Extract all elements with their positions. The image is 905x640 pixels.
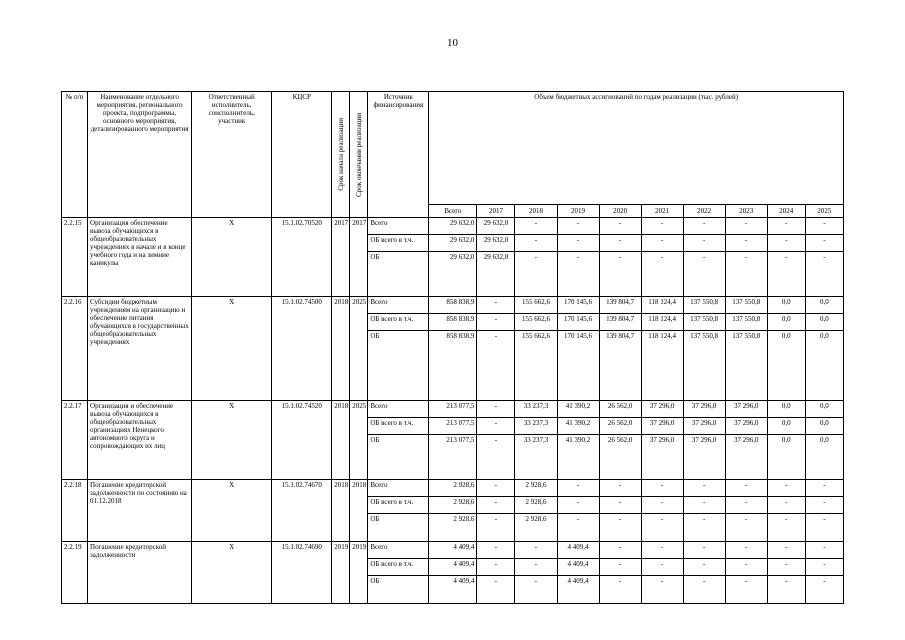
header-year: 2018 [515, 205, 557, 218]
row-source: ОБ [368, 435, 429, 480]
row-source: ОБ всего в т.ч. [368, 559, 429, 576]
row-value: 137 550,8 [725, 297, 767, 314]
row-value: 37 296,0 [641, 435, 683, 480]
row-name: Организация и обеспечение вывоза обучающихся в общеобразовательных организациях Ненецкого автономного округа и сопровождающих их лиц [88, 401, 192, 480]
row-start: 2018 [332, 480, 350, 542]
row-value: 41 390,2 [557, 401, 599, 418]
row-value: 29 632,0 [429, 252, 477, 297]
row-value: - [477, 480, 515, 497]
row-value: - [725, 576, 767, 604]
row-value: 0,0 [767, 314, 805, 331]
row-value: 137 550,8 [683, 314, 725, 331]
row-value: 858 838,9 [429, 297, 477, 314]
table-row [62, 218, 844, 235]
row-value: - [599, 480, 641, 497]
row-value: - [725, 480, 767, 497]
row-value: 4 409,4 [557, 542, 599, 559]
row-value: 858 838,9 [429, 314, 477, 331]
row-value: 37 296,0 [725, 418, 767, 435]
row-source: ОБ всего в т.ч. [368, 418, 429, 435]
header-year: 2023 [725, 205, 767, 218]
row-value: 0,0 [805, 435, 843, 480]
header-year: 2021 [641, 205, 683, 218]
row-value: - [725, 514, 767, 542]
row-value: - [599, 252, 641, 297]
row-value: 139 804,7 [599, 314, 641, 331]
header-year: 2024 [767, 205, 805, 218]
row-executor: Х [192, 542, 272, 604]
row-value: 0,0 [805, 418, 843, 435]
row-value: 33 237,3 [515, 401, 557, 418]
page-number: 10 [447, 37, 458, 49]
header-year: Всего [429, 205, 477, 218]
row-value: - [477, 297, 515, 314]
row-source: ОБ [368, 576, 429, 604]
row-value: - [641, 542, 683, 559]
row-value: 4 409,4 [429, 559, 477, 576]
row-value: - [641, 252, 683, 297]
row-value: 2 928,6 [515, 480, 557, 497]
header-source: Источник финансирования [368, 92, 429, 218]
row-value: - [767, 497, 805, 514]
header-year: 2025 [805, 205, 843, 218]
table-row [62, 401, 844, 418]
row-name: Погашение кредиторской задолженности [88, 542, 192, 604]
row-end: 2025 [350, 297, 368, 401]
row-value: 4 409,4 [429, 542, 477, 559]
row-value: 137 550,8 [683, 297, 725, 314]
row-source: Всего [368, 401, 429, 418]
row-value: - [557, 497, 599, 514]
row-value: - [477, 331, 515, 401]
row-value: - [725, 235, 767, 252]
row-source: ОБ всего в т.ч. [368, 497, 429, 514]
row-value: 41 390,2 [557, 435, 599, 480]
row-value: 118 124,4 [641, 331, 683, 401]
row-value: - [599, 218, 641, 235]
row-value: - [683, 559, 725, 576]
row-num: 2.2.15 [62, 218, 88, 297]
row-value: 26 562,0 [599, 418, 641, 435]
row-value: - [805, 235, 843, 252]
row-value: - [767, 559, 805, 576]
budget-table [61, 91, 844, 604]
row-source: Всего [368, 542, 429, 559]
row-value: - [557, 514, 599, 542]
row-source: Всего [368, 480, 429, 497]
row-value: - [477, 576, 515, 604]
row-value: 137 550,8 [725, 314, 767, 331]
row-value: 37 296,0 [683, 401, 725, 418]
row-name: Субсидии бюджетным учреждениям на организацию и обеспечение питания обучающихся в государственных общеобразовательных учреждениях [88, 297, 192, 401]
row-source: ОБ [368, 331, 429, 401]
row-value: - [683, 514, 725, 542]
row-value: - [557, 252, 599, 297]
row-value: - [515, 218, 557, 235]
row-value: 29 632,0 [477, 252, 515, 297]
row-start: 2019 [332, 542, 350, 604]
row-value: 33 237,3 [515, 435, 557, 480]
row-kcsr: 15.1.02.74670 [272, 480, 332, 542]
row-value: 33 237,3 [515, 418, 557, 435]
row-name: Организация обеспечение вывоза обучающихся в общеобразовательных учреждениях в начале и в конце учебного года и на зимние каникулы [88, 218, 192, 297]
row-source: ОБ [368, 514, 429, 542]
row-value: - [599, 514, 641, 542]
row-executor: Х [192, 401, 272, 480]
header-executor: Ответственный исполнитель, соисполнитель, участник [192, 92, 272, 218]
header-volume: Объем бюджетных ассигнований по годам реализации (тыс. рублей) [429, 92, 844, 205]
row-value: 170 145,6 [557, 314, 599, 331]
row-value: - [683, 252, 725, 297]
header-year: 2019 [557, 205, 599, 218]
row-value: - [767, 576, 805, 604]
row-num: 2.2.19 [62, 542, 88, 604]
row-value: - [515, 235, 557, 252]
row-value: 4 409,4 [557, 559, 599, 576]
row-value: - [683, 218, 725, 235]
row-value: 4 409,4 [557, 576, 599, 604]
row-value: - [641, 497, 683, 514]
row-value: - [477, 401, 515, 418]
row-end: 2025 [350, 401, 368, 480]
row-value: - [641, 559, 683, 576]
row-value: - [641, 218, 683, 235]
row-value: - [477, 418, 515, 435]
row-value: - [515, 576, 557, 604]
row-value: 29 632,0 [429, 218, 477, 235]
row-source: Всего [368, 297, 429, 314]
header-year: 2017 [477, 205, 515, 218]
row-end: 2019 [350, 542, 368, 604]
row-value: 2 928,6 [515, 514, 557, 542]
row-value: - [557, 218, 599, 235]
row-value: - [683, 576, 725, 604]
row-value: - [599, 497, 641, 514]
row-value: 0,0 [805, 314, 843, 331]
row-value: - [477, 314, 515, 331]
row-value: - [599, 559, 641, 576]
row-value: 2 928,6 [429, 497, 477, 514]
row-value: 0,0 [767, 418, 805, 435]
header-year: 2020 [599, 205, 641, 218]
row-value: 37 296,0 [683, 418, 725, 435]
row-source: ОБ всего в т.ч. [368, 314, 429, 331]
row-value: - [599, 576, 641, 604]
row-value: 26 562,0 [599, 401, 641, 418]
row-value: 0,0 [767, 331, 805, 401]
row-value: - [805, 576, 843, 604]
row-value: 155 662,6 [515, 331, 557, 401]
table-row [62, 480, 844, 497]
row-source: ОБ [368, 252, 429, 297]
header-row [62, 92, 844, 205]
row-value: - [767, 542, 805, 559]
row-value: 118 124,4 [641, 297, 683, 314]
row-num: 2.2.17 [62, 401, 88, 480]
row-value: - [477, 559, 515, 576]
row-source: Всего [368, 218, 429, 235]
row-num: 2.2.16 [62, 297, 88, 401]
row-value: 118 124,4 [641, 314, 683, 331]
row-value: 139 804,7 [599, 297, 641, 314]
row-value: 0,0 [767, 401, 805, 418]
row-value: 155 662,6 [515, 297, 557, 314]
row-value: 0,0 [805, 401, 843, 418]
row-value: - [767, 514, 805, 542]
row-value: - [641, 480, 683, 497]
header-start: Срок начала реализации [332, 92, 350, 218]
row-value: 0,0 [767, 435, 805, 480]
row-value: 26 562,0 [599, 435, 641, 480]
row-value: - [767, 480, 805, 497]
row-value: - [767, 235, 805, 252]
row-value: - [557, 235, 599, 252]
header-kcsr: КЦСР [272, 92, 332, 218]
row-kcsr: 15.1.02.74690 [272, 542, 332, 604]
row-value: - [805, 497, 843, 514]
row-value: - [683, 480, 725, 497]
row-value: 37 296,0 [641, 401, 683, 418]
row-start: 2017 [332, 218, 350, 297]
row-value: - [725, 497, 767, 514]
row-value: - [477, 497, 515, 514]
row-value: - [725, 218, 767, 235]
row-value: 37 296,0 [725, 435, 767, 480]
row-value: 37 296,0 [725, 401, 767, 418]
row-value: - [477, 514, 515, 542]
row-value: - [515, 542, 557, 559]
row-value: 137 550,8 [725, 331, 767, 401]
row-value: - [805, 559, 843, 576]
row-value: - [683, 497, 725, 514]
header-num: № п/п [62, 92, 88, 218]
row-kcsr: 15.1.02.74500 [272, 297, 332, 401]
header-name: Наименование отдельного мероприятия, регионального проекта, подпрограммы, основного мероприятия, детализированного мероприятия [88, 92, 192, 218]
header-end: Срок окончания реализации [350, 92, 368, 218]
row-value: - [599, 542, 641, 559]
row-value: 0,0 [805, 297, 843, 314]
row-source: ОБ всего в т.ч. [368, 235, 429, 252]
row-value: - [805, 218, 843, 235]
row-value: 137 550,8 [683, 331, 725, 401]
table-row [62, 542, 844, 559]
row-name: Погашение кредиторской задолженности по состоянию на 01.12.2018 [88, 480, 192, 542]
row-value: - [805, 514, 843, 542]
row-value: - [515, 559, 557, 576]
row-value: 41 390,2 [557, 418, 599, 435]
row-value: 0,0 [767, 297, 805, 314]
row-value: - [515, 252, 557, 297]
row-kcsr: 15.1.02.74520 [272, 401, 332, 480]
row-value: 2 928,6 [515, 497, 557, 514]
row-value: - [477, 542, 515, 559]
row-value: 29 632,0 [477, 218, 515, 235]
row-value: - [805, 480, 843, 497]
row-executor: Х [192, 297, 272, 401]
row-end: 2018 [350, 480, 368, 542]
row-value: - [767, 252, 805, 297]
row-value: 139 804,7 [599, 331, 641, 401]
row-value: - [477, 435, 515, 480]
row-value: 213 077,5 [429, 435, 477, 480]
row-value: 37 296,0 [683, 435, 725, 480]
row-value: - [683, 235, 725, 252]
row-value: 213 077,5 [429, 401, 477, 418]
row-value: - [725, 559, 767, 576]
row-value: 170 145,6 [557, 331, 599, 401]
row-value: - [725, 542, 767, 559]
row-value: - [599, 235, 641, 252]
row-num: 2.2.18 [62, 480, 88, 542]
row-end: 2017 [350, 218, 368, 297]
table-row [62, 297, 844, 314]
row-value: 155 662,6 [515, 314, 557, 331]
row-value: - [725, 252, 767, 297]
row-value: 213 077,5 [429, 418, 477, 435]
row-value: 858 838,9 [429, 331, 477, 401]
row-value: - [641, 514, 683, 542]
row-executor: Х [192, 480, 272, 542]
row-value: - [641, 235, 683, 252]
row-value: 4 409,4 [429, 576, 477, 604]
row-kcsr: 15.1.02.70520 [272, 218, 332, 297]
row-value: 2 928,6 [429, 480, 477, 497]
row-value: 37 296,0 [641, 418, 683, 435]
row-start: 2018 [332, 297, 350, 401]
row-value: - [767, 218, 805, 235]
header-year: 2022 [683, 205, 725, 218]
row-value: - [805, 252, 843, 297]
row-value: 0,0 [805, 331, 843, 401]
row-value: - [683, 542, 725, 559]
row-start: 2018 [332, 401, 350, 480]
row-value: 29 632,0 [477, 235, 515, 252]
row-value: 29 632,0 [429, 235, 477, 252]
row-value: - [641, 576, 683, 604]
row-value: - [805, 542, 843, 559]
row-value: 170 145,6 [557, 297, 599, 314]
row-executor: Х [192, 218, 272, 297]
row-value: - [557, 480, 599, 497]
row-value: 2 928,6 [429, 514, 477, 542]
